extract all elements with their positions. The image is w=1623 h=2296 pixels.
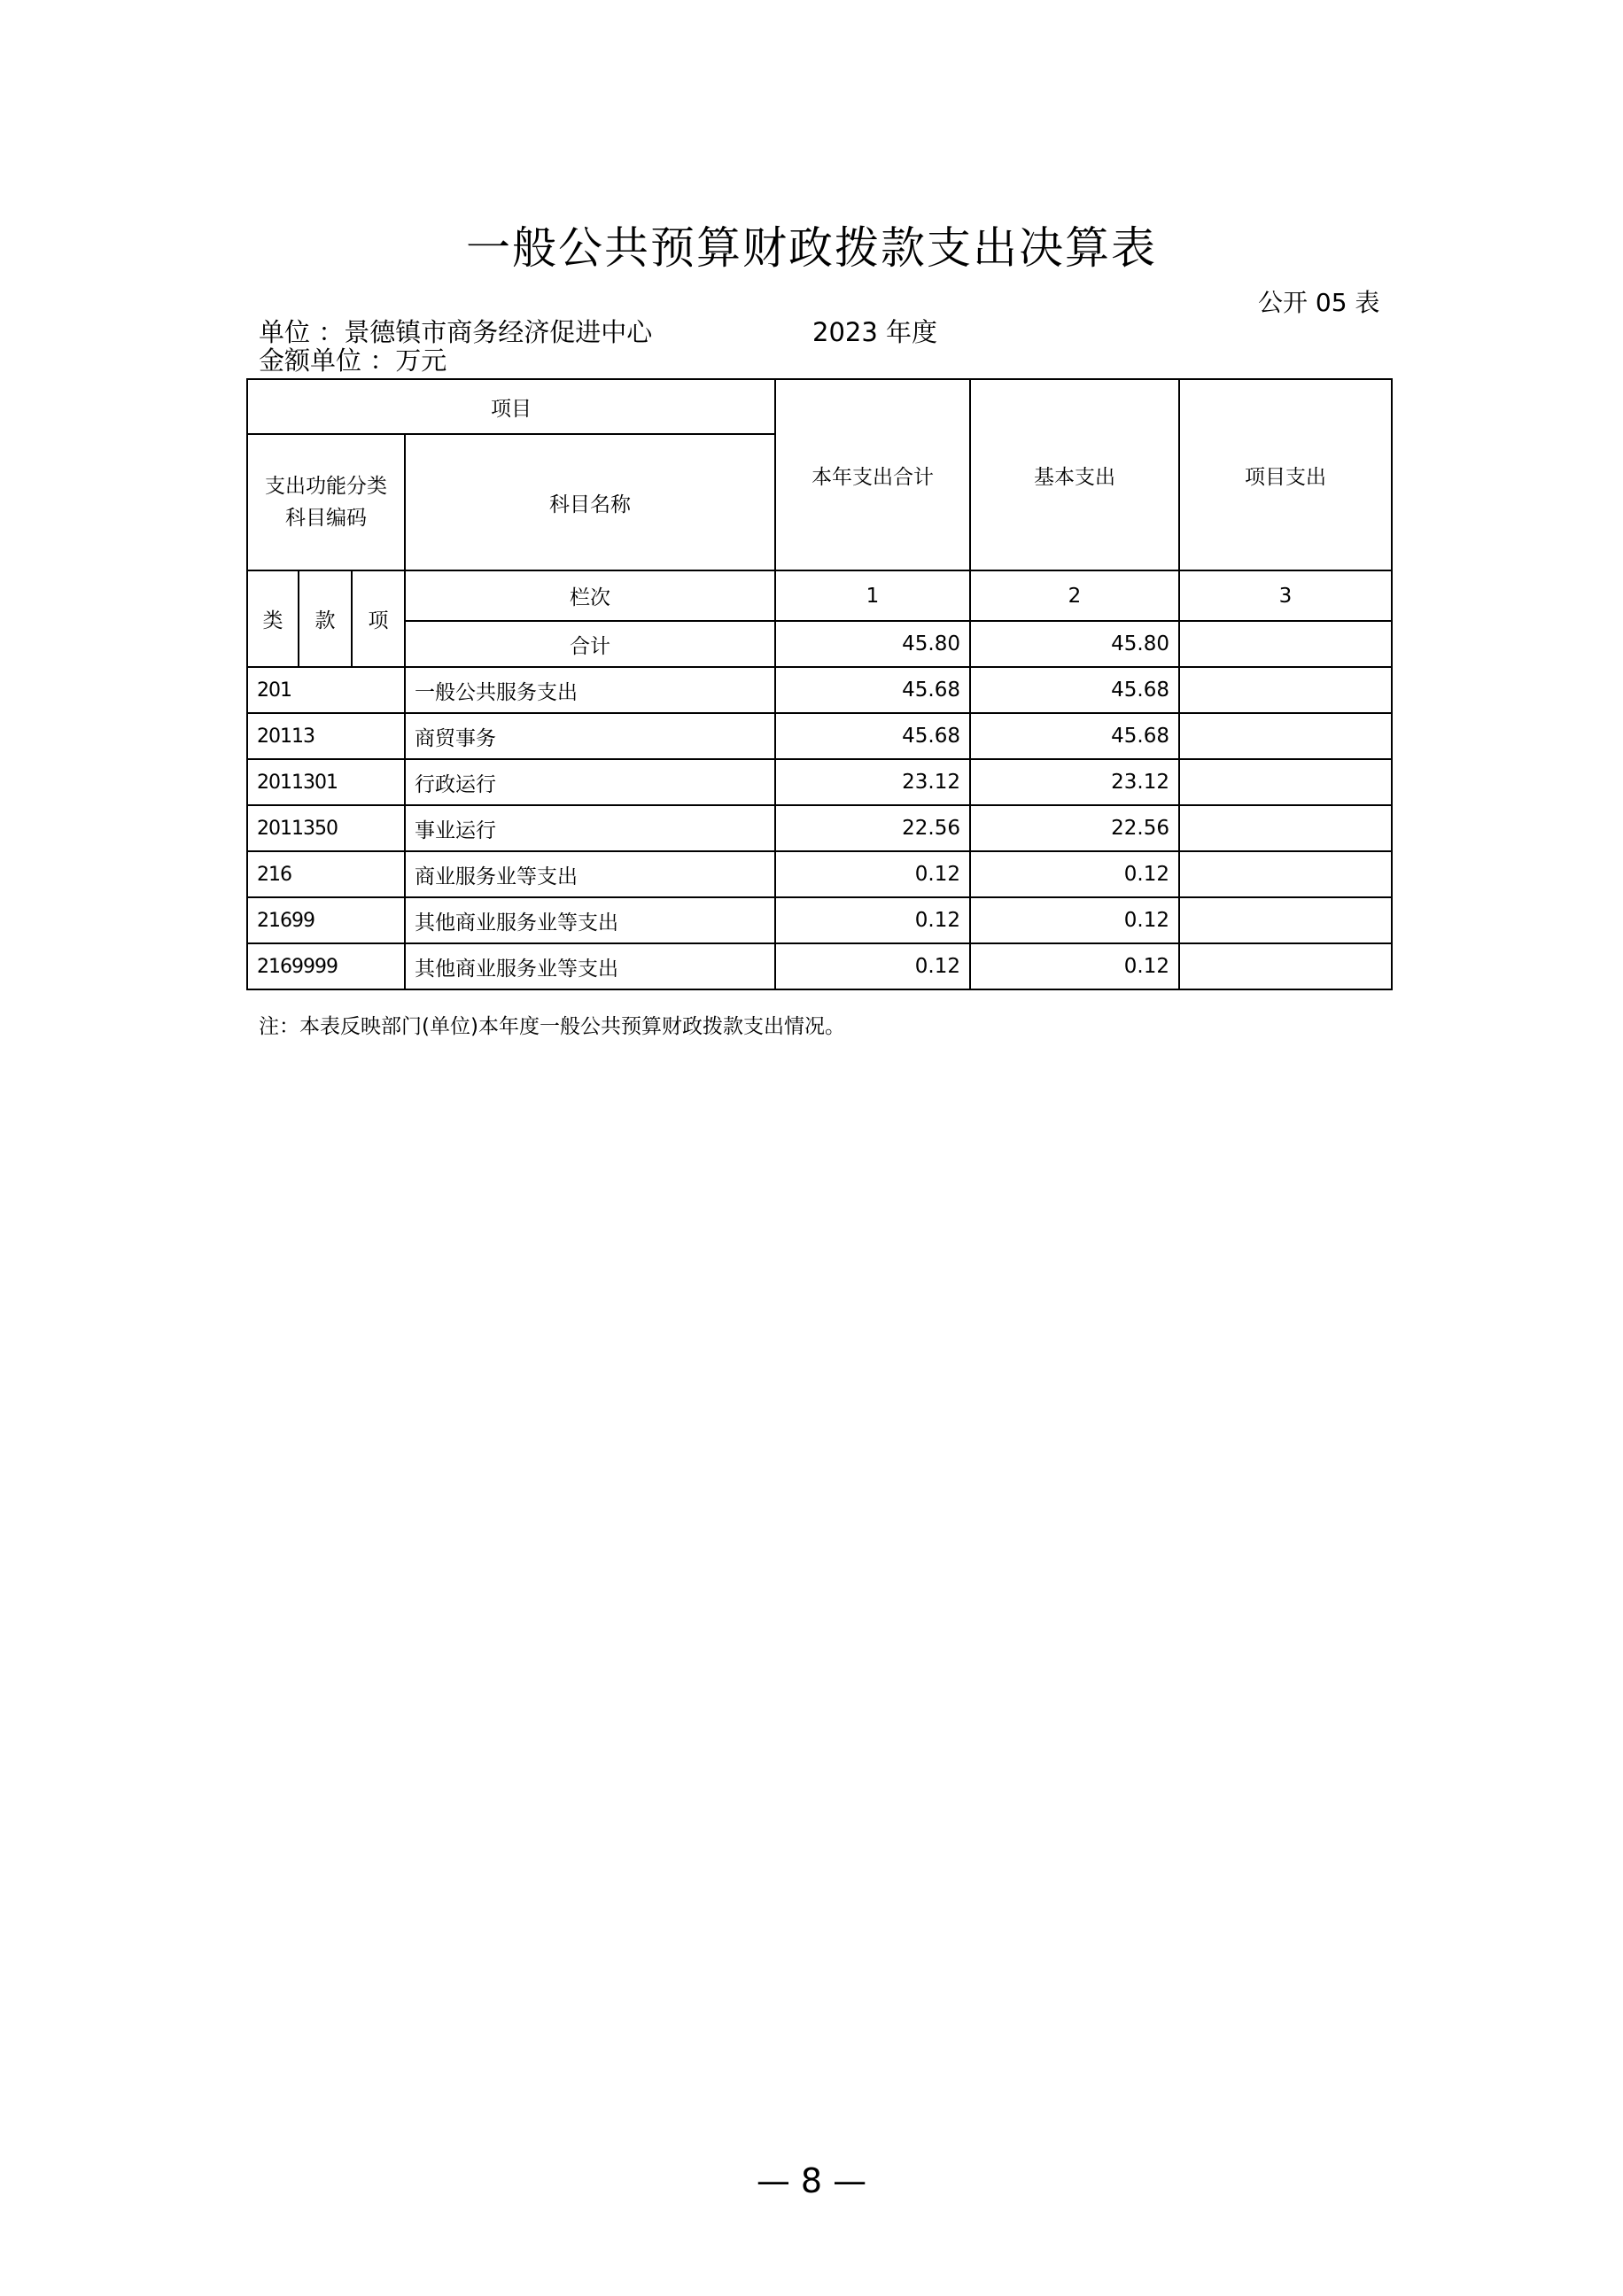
row-name: 其他商业服务业等支出: [405, 943, 775, 989]
total-label: 合计: [405, 621, 775, 667]
total-row: [247, 621, 1392, 667]
header-col-1: 1: [775, 570, 970, 621]
table-row: [247, 851, 1392, 897]
row-project: [1179, 805, 1392, 851]
header-project-expense: 项目支出: [1179, 379, 1392, 570]
row-code: 2011350: [247, 805, 405, 851]
row-total: 45.68: [775, 667, 970, 713]
table-row: [247, 943, 1392, 989]
total-project: [1179, 621, 1392, 667]
row-code: 20113: [247, 713, 405, 759]
header-lei: 类: [247, 570, 299, 667]
header-xiang: 项: [352, 570, 405, 667]
header-subject-name: 科目名称: [405, 434, 775, 570]
row-basic: 45.68: [970, 667, 1179, 713]
header-project: 项目: [247, 379, 775, 434]
header-code: 支出功能分类 科目编码: [247, 434, 405, 570]
row-total: 0.12: [775, 851, 970, 897]
header-col-3: 3: [1179, 570, 1392, 621]
row-basic: 0.12: [970, 943, 1179, 989]
row-basic: 0.12: [970, 897, 1179, 943]
row-total: 23.12: [775, 759, 970, 805]
row-total: 22.56: [775, 805, 970, 851]
page-number: — 8 —: [756, 2161, 867, 2200]
table-row: [247, 667, 1392, 713]
row-code: 2169999: [247, 943, 405, 989]
row-name: 其他商业服务业等支出: [405, 897, 775, 943]
row-basic: 45.68: [970, 713, 1179, 759]
row-name: 商业服务业等支出: [405, 851, 775, 897]
amount-unit: 金额单位 ：万元: [259, 345, 447, 376]
unit-line: [259, 317, 938, 347]
row-project: [1179, 943, 1392, 989]
row-project: [1179, 851, 1392, 897]
header-column-no: 栏次: [405, 570, 775, 621]
form-number: 公开 05 表: [1258, 288, 1380, 317]
fiscal-year: 2023 年度: [812, 317, 938, 347]
row-name: 一般公共服务支出: [405, 667, 775, 713]
row-code: 21699: [247, 897, 405, 943]
row-basic: 0.12: [970, 851, 1179, 897]
table-row: [247, 759, 1392, 805]
row-total: 0.12: [775, 897, 970, 943]
row-total: 45.68: [775, 713, 970, 759]
row-code: 216: [247, 851, 405, 897]
row-project: [1179, 897, 1392, 943]
table-row: [247, 713, 1392, 759]
total-basic: 45.80: [970, 621, 1179, 667]
row-basic: 23.12: [970, 759, 1179, 805]
row-basic: 22.56: [970, 805, 1179, 851]
header-row-1: [247, 379, 1392, 434]
expenditure-table: [246, 378, 1393, 990]
row-project: [1179, 667, 1392, 713]
row-code: 2011301: [247, 759, 405, 805]
page-title: 一般公共预算财政拨款支出决算表: [466, 222, 1157, 274]
table-row: [247, 805, 1392, 851]
unit-name: 景德镇市商务经济促进中心: [344, 317, 653, 347]
row-code: 201: [247, 667, 405, 713]
header-kuan: 款: [299, 570, 352, 667]
header-total: 本年支出合计: [775, 379, 970, 570]
header-basic: 基本支出: [970, 379, 1179, 570]
row-total: 0.12: [775, 943, 970, 989]
row-name: 行政运行: [405, 759, 775, 805]
table-row: [247, 897, 1392, 943]
total-amount: 45.80: [775, 621, 970, 667]
unit-label: 单位 ：: [259, 317, 345, 347]
row-name: 事业运行: [405, 805, 775, 851]
header-col-2: 2: [970, 570, 1179, 621]
header-row-3: [247, 570, 1392, 621]
row-name: 商贸事务: [405, 713, 775, 759]
row-project: [1179, 759, 1392, 805]
row-project: [1179, 713, 1392, 759]
table-note: 注：本表反映部门(单位)本年度一般公共预算财政拨款支出情况。: [259, 1015, 845, 1038]
